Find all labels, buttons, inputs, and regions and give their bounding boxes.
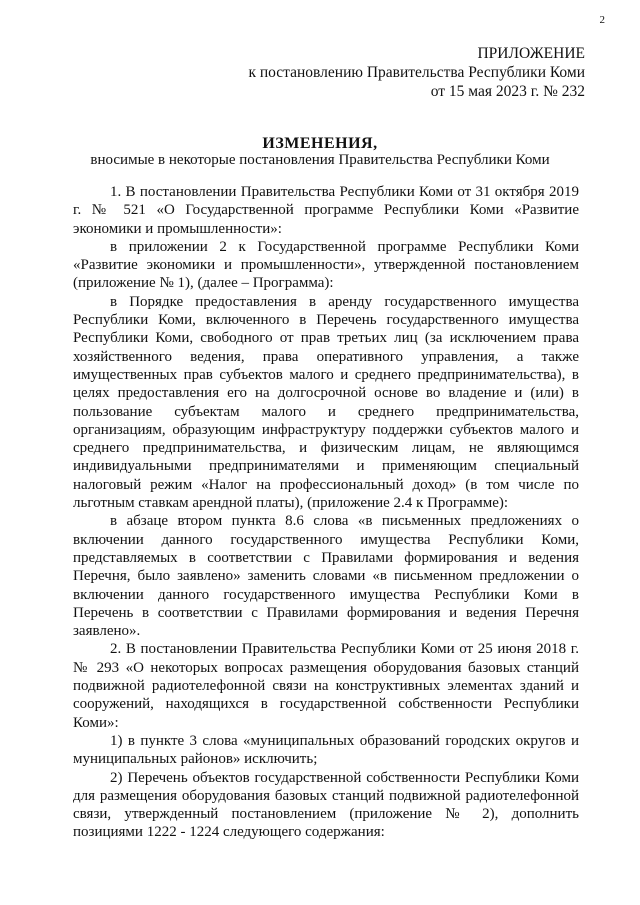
paragraph: 2. В постановлении Правительства Республики Коми от 25 июня 2018 г. № 293 «О некоторых вопросах размещения оборудования базовых станций подвижной радиотелефонной связи на конструктивных элементах зданий и сооружений, находящихся в государственной собственности Республики Коми»: xyxy=(73,641,579,731)
document-title: ИЗМЕНЕНИЯ, xyxy=(262,135,378,152)
appendix-resolution-ref: к постановлению Правительства Республики Коми xyxy=(248,64,585,81)
document-subtitle: вносимые в некоторые постановления Правительства Республики Коми xyxy=(90,152,550,168)
appendix-date-number: от 15 мая 2023 г. № 232 xyxy=(430,83,585,100)
paragraph: 2) Перечень объектов государственной собственности Республики Коми для размещения оборудования базовых станций подвижной радиотелефонной связи, утвержденный постановлением (приложение № 2), дополнить позициями 1222 - 1224 следующего содержания: xyxy=(73,769,579,841)
paragraph: 1. В постановлении Правительства Республики Коми от 31 октября 2019 г. № 521 «О Государственной программе Республики Коми «Развитие экономики и промышленности»: xyxy=(73,184,579,237)
paragraph: в приложении 2 к Государственной программе Республики Коми «Развитие экономики и промышленности», утвержденной постановлением (приложение № 1), (далее – Программа): xyxy=(73,238,579,292)
paragraph: 1) в пункте 3 слова «муниципальных образований городских округов и муниципальных районов» исключить; xyxy=(73,732,579,768)
document-body xyxy=(73,183,579,842)
paragraph: в абзаце втором пункта 8.6 слова «в письменных предложениях о включении данного государственного имущества Республики Коми, представляемых в соответствии с Правилами формирования и ведения Перечня, было заявлено» заменить словами «в письменном предложении о включении данного государственного имущества Республики Коми в Перечень в соответствии с Правилами формирования и ведения Перечня заявлено». xyxy=(73,513,579,640)
appendix-label: ПРИЛОЖЕНИЕ xyxy=(477,45,585,62)
paragraph: в Порядке предоставления в аренду государственного имущества Республики Коми, включенного в Перечень государственного имущества Республики Коми, свободного от прав третьих лиц (за исключением права хозяйственного ведения, права оперативного управления, а также имущественных прав субъектов малого и среднего предпринимательства), в целях предоставления его на долгосрочной основе во владение и (или) в пользование субъектам малого и среднего предпринимательства, организациям, образующим инфраструктуру поддержки субъектов малого и среднего предпринимательства, и физическим лицам, не являющимся индивидуальными предпринимателями и применяющим специальный налоговый режим «Налог на профессиональный доход» (в том числе по льготным ставкам арендной платы), (приложение 2.4 к Программе): xyxy=(73,293,579,512)
appendix-header xyxy=(225,44,585,101)
page-number: 2 xyxy=(599,14,605,26)
